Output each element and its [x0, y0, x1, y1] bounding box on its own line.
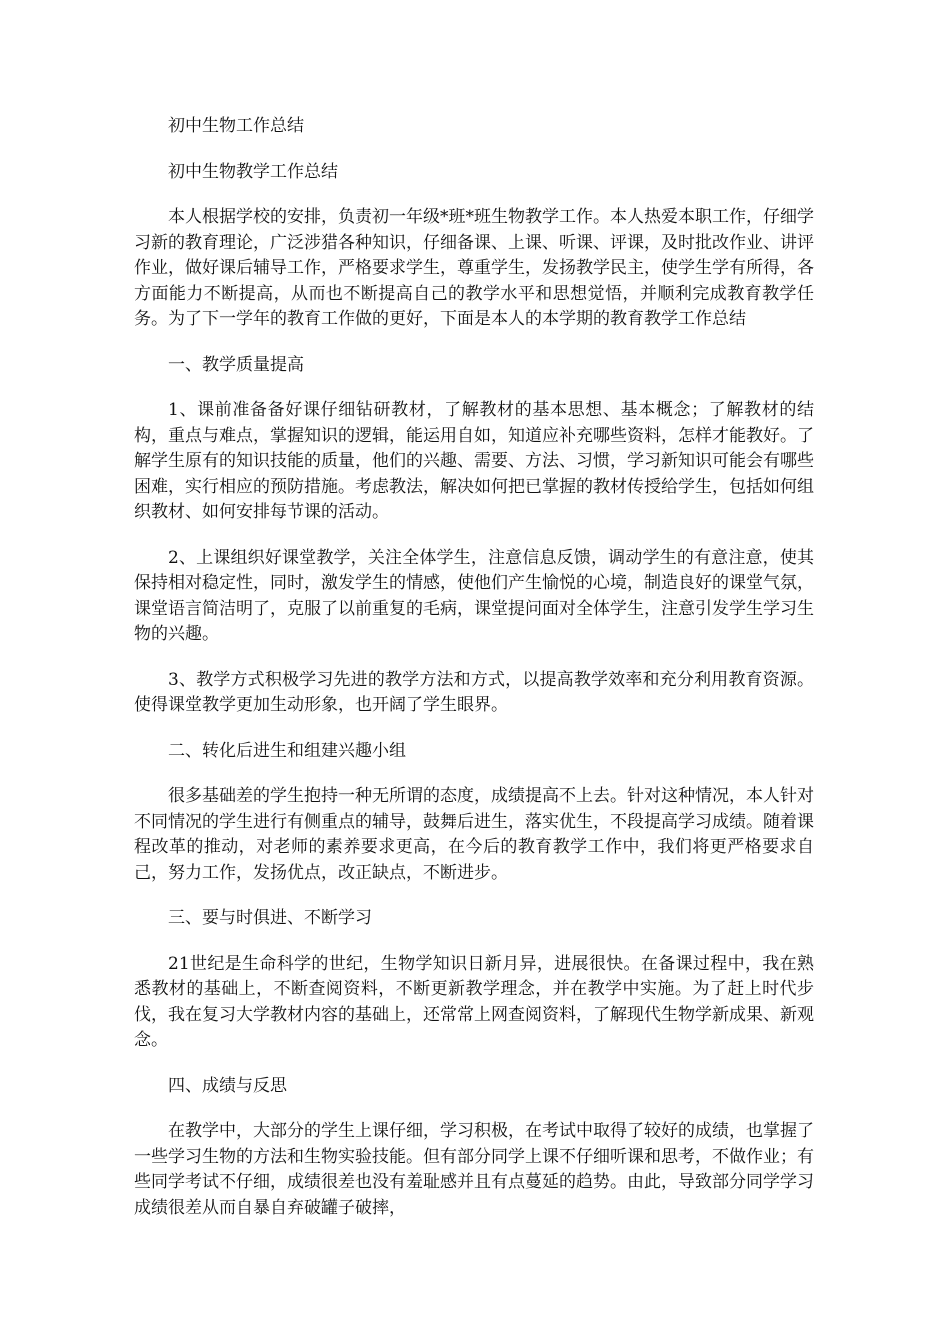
section-heading-4: 四、成绩与反思 — [168, 1075, 287, 1096]
section1-paragraph-3: 3、教学方式积极学习先进的教学方法和方式，以提高教学效率和充分利用教育资源。使得课堂教学更加生动形象，也开阔了学生眼界。 — [134, 669, 814, 715]
document-title: 初中生物工作总结 — [168, 116, 304, 136]
document-body — [134, 114, 814, 1241]
section2-paragraph-1: 很多基础差的学生抱持一种无所谓的态度，成绩提高不上去。针对这种情况，本人针对不同情况的学生进行有侧重点的辅导，鼓舞后进生，落实优生，不段提高学习成绩。随着课程改革的推动，对老师的素养要求更高，在今后的教育教学工作中，我们将更严格要求自己，努力工作，发扬优点，改正缺点，不断进步。 — [134, 786, 814, 883]
section-heading-1: 一、教学质量提高 — [168, 354, 304, 375]
section1-paragraph-2: 2、上课组织好课堂教学，关注全体学生，注意信息反馈，调动学生的有意注意，使其保持相对稳定性，同时，激发学生的情感，使他们产生愉悦的心境，制造良好的课堂气氛，课堂语言简洁明了，克服了以前重复的毛病，课堂提问面对全体学生，注意引发学生学习生物的兴趣。 — [134, 547, 814, 644]
section4-paragraph-1: 在教学中，大部分的学生上课仔细，学习积极，在考试中取得了较好的成绩，也掌握了一些学习生物的方法和生物实验技能。但有部分同学上课不仔细听课和思考，不做作业；有些同学考试不仔细，成绩很差也没有羞耻感并且有点蔓延的趋势。由此，导致部分同学学习成绩很差从而自暴自弃破罐子破摔， — [134, 1121, 814, 1218]
section-heading-3: 三、要与时俱进、不断学习 — [168, 908, 372, 928]
intro-paragraph: 本人根据学校的安排，负责初一年级*班*班生物教学工作。本人热爱本职工作，仔细学习新的教育理论，广泛涉猎各种知识，仔细备课、上课、听课、评课，及时批改作业、讲评作业，做好课后辅导工作，严格要求学生，尊重学生，发扬教学民主，使学生学有所得，各方面能力不断提高，从而也不断提高自己的教学水平和思想觉悟，并顺利完成教育教学任务。为了下一学年的教育工作做的更好，下面是本人的本学期的教育教学工作总结 — [134, 207, 814, 329]
section3-paragraph-1: 21世纪是生命科学的世纪，生物学知识日新月异，进展很快。在备课过程中，我在熟悉教材的基础上，不断查阅资料，不断更新教学理念，并在教学中实施。为了赶上时代步伐，我在复习大学教材内容的基础上，还常常上网查阅资料，了解现代生物学新成果、新观念。 — [134, 953, 814, 1050]
section-heading-2: 二、转化后进生和组建兴趣小组 — [168, 740, 406, 761]
document-subtitle: 初中生物教学工作总结 — [168, 161, 338, 182]
section1-paragraph-1: 1、课前准备备好课仔细钻研教材，了解教材的基本思想、基本概念；了解教材的结构，重点与难点，掌握知识的逻辑，能运用自如，知道应补充哪些资料，怎样才能教好。了解学生原有的知识技能的质量，他们的兴趣、需要、方法、习惯，学习新知识可能会有哪些困难，实行相应的预防措施。考虑教法，解决如何把已掌握的教材传授给学生，包括如何组织教材、如何安排每节课的活动。 — [134, 400, 814, 522]
